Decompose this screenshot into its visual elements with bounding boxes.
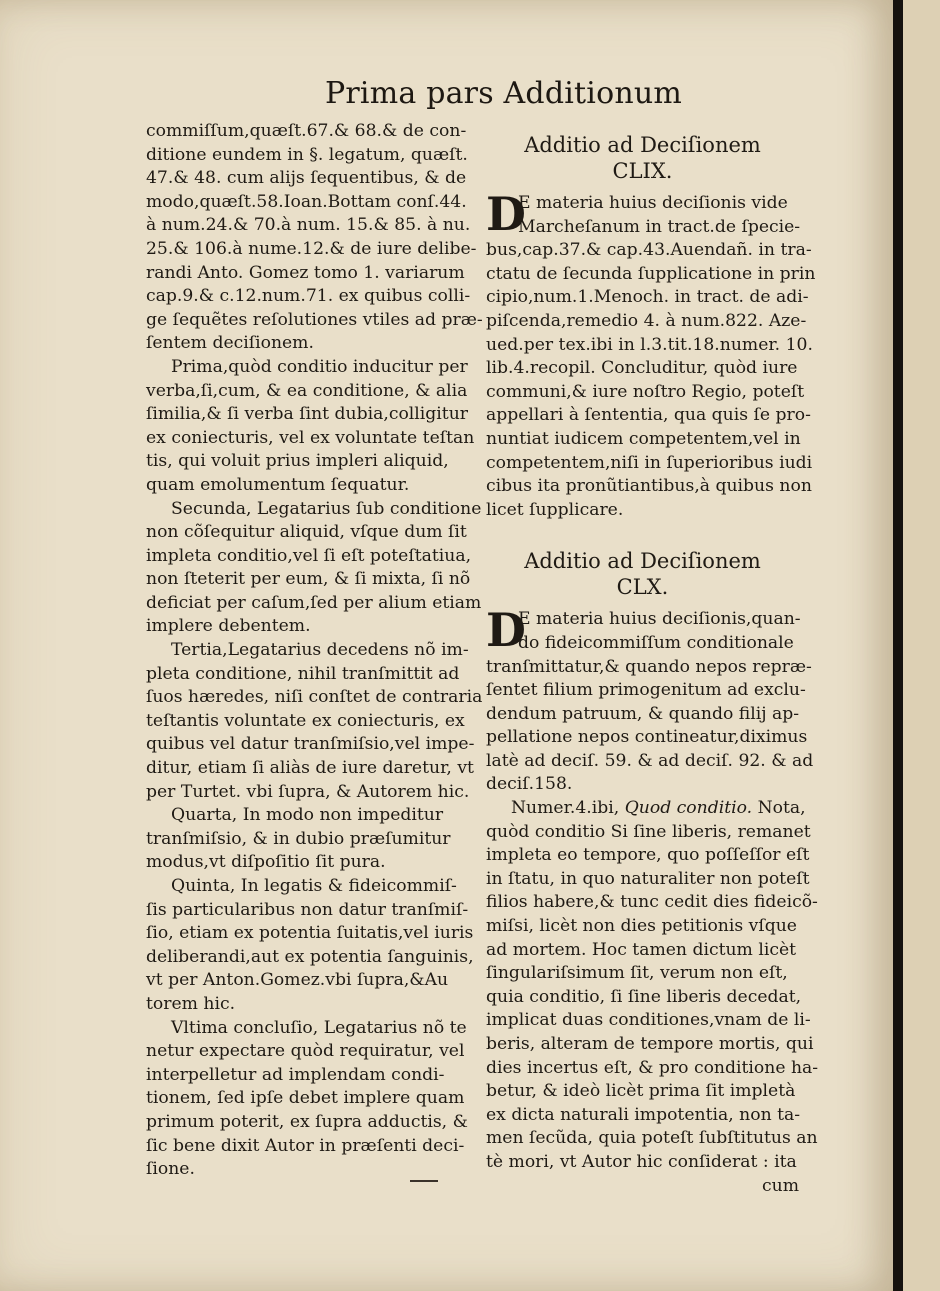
text-line: modus,vt diſpoſitio ſit pura. [146,852,386,873]
text-line: ſingulariſsimum ſit, verum non eſt, [486,963,788,984]
text-line: ctatu de ſecunda ſupplicatione in prin [486,263,816,284]
text-line: filios habere,& tunc cedit dies fideicõ- [486,892,818,913]
text-line: torem hic. [146,993,236,1014]
text-line: interpelletur ad implendam condi- [146,1064,445,1085]
text-line: ditione eundem in §. legatum, quæſt. [146,144,468,165]
text-line: quòd conditio Si ſine liberis, remanet [486,821,811,842]
text-line: pellatione nepos contineatur,diximus [486,727,808,748]
text-line: men ſecũda, quia poteſt ſubſtitutus an [486,1128,818,1149]
text-line: beris, alteram de tempore mortis, qui [486,1034,814,1054]
text-line: modo,quæſt.58.Ioan.Bottam conſ.44. [146,191,467,212]
text-line: implere debentem. [146,616,311,637]
text-line: impleta conditio,vel ſi eſt poteſtatiua, [146,545,472,566]
text-line: à num.24.& 70.à num. 15.& 85. à nu. [146,215,471,236]
facing-page-edge [900,0,940,1291]
catchword: cum [762,1175,799,1196]
text-line: Quarta, In modo non impeditur [171,805,444,826]
text-line: deliberandi,aut ex potentia ſanguinis, [146,946,474,967]
text-line: licet ſupplicare. [486,499,624,520]
text-line: tionem, ſed ipſe debet implere quam [146,1088,465,1109]
section-heading: Additio ad Deciſionem [524,133,761,157]
text-line: ex coniecturis, vel ex voluntate teſtan [146,427,475,448]
text-line: implicat duas conditiones,vnam de li- [486,1010,811,1031]
text-line: tranſmittatur,& quando nepos repræ- [486,656,812,677]
text-line: nuntiat iudicem competentem,vel in [486,428,801,449]
section-number: CLIX. [612,159,673,183]
text-line: E materia huius deciſionis vide [518,193,788,213]
text-line: ſuos hæredes, niſi conſtet de contraria [146,687,483,708]
text-line: cipio,num.1.Menoch. in tract. de adi- [486,287,809,308]
text-line: teſtantis voluntate ex coniecturis, ex [146,710,465,731]
text-line: ſis particularibus non datur tranſmiſ- [146,899,469,920]
text-line: cap.9.& c.12.num.71. ex quibus colli- [146,286,471,307]
text-line: lib.4.recopil. Concluditur, quòd iure [486,358,798,379]
text-line: ued.per tex.ibi in l.3.tit.18.numer. 10. [486,334,813,355]
end-rule [410,1180,438,1182]
text-line: vt per Anton.Gomez.vbi ſupra,&Au [146,970,449,991]
text-line: tranſmiſsio, & in dubio præſumitur [146,828,451,849]
text-line: Prima,quòd conditio inducitur per [171,356,468,377]
text-line: randi Anto. Gomez tomo 1. variarum [146,262,465,283]
numer-line: Numer.4.ibi, Quod conditio. Nota, [511,798,806,819]
page-gutter [893,0,900,1291]
left-column [146,120,483,1182]
text-line: tis, qui voluit prius impleri aliquid, [146,451,449,472]
drop-cap: D [486,187,526,241]
text-line: Marcheſanum in tract.de ſpecie- [518,216,801,237]
text-line: verba,ſi,cum, & ea conditione, & alia [146,380,468,401]
text-line: deficiat per caſum,ſed per alium etiam [146,592,482,613]
text-line: betur, & ideò licèt prima ſit impletà [486,1081,796,1102]
text-line: quia conditio, ſi ſine liberis decedat, [486,986,802,1007]
text-line: dies incertus eſt, & pro conditione ha- [486,1057,819,1078]
running-header: Prima pars Additionum [325,76,683,111]
text-line: quam emolumentum ſequatur. [146,474,410,495]
section-body-clx-continued [486,821,819,1175]
text-line: per Turtet. vbi ſupra, & Autorem hic. [146,781,470,802]
text-line: pleta conditione, nihil tranſmittit ad [146,663,460,684]
drop-cap: D [486,603,526,658]
section-body-clx [486,603,814,797]
text-line: deciſ.158. [486,774,573,795]
text-line: competentem,niſi in ſuperioribus iudi [486,452,813,473]
text-line: non cõſequitur aliquid, vſque dum ſit [146,522,467,543]
text-line: ſione. [146,1159,195,1180]
text-line: ſentem deciſionem. [146,333,314,354]
text-line: impleta eo tempore, quo poſſeſſor eſt [486,845,810,866]
text-line: piſcenda,remedio 4. à num.822. Aze- [486,310,807,331]
text-line: Secunda, Legatarius ſub conditione [171,498,482,519]
text-line: ad mortem. Hoc tamen dictum licèt [486,939,797,960]
text-line: do fideicommiſſum conditionale [518,632,794,653]
text-line: ditur, etiam ſi aliàs de iure daretur, vt [146,758,474,779]
text-line: Quinta, In legatis & fideicommiſ- [171,876,457,896]
text-line: miſsi, licèt non dies petitionis vſque [486,916,797,937]
section-body-clix [486,187,816,522]
text-line: bus,cap.37.& cap.43.Auendañ. in tra- [486,240,812,261]
text-line: commiſſum,quæſt.67.& 68.& de con- [146,121,467,141]
text-line: latè ad deciſ. 59. & ad deciſ. 92. & ad [486,750,814,771]
text-line: ſio, etiam ex potentia ſuitatis,vel iuris [146,923,474,944]
right-column [486,132,819,1198]
text-line: 47.& 48. cum alijs ſequentibus, & de [146,168,467,189]
text-line: primum poterit, ex ſupra adductis, & [146,1111,468,1132]
text-line: 25.& 106.à nume.12.& de iure delibe- [146,238,477,259]
text-line: E materia huius deciſionis,quan- [518,609,801,630]
text-line: cibus ita pronũtiantibus,à quibus non [486,476,812,497]
text-line: Vltima concluſio, Legatarius nõ te [171,1017,467,1038]
text-line: ſimilia,& ſi verba ſint dubia,colligitur [146,404,468,425]
text-line: non ſteterit per eum, & ſi mixta, ſi nõ [146,569,471,590]
section-heading: Additio ad Deciſionem [524,549,761,574]
text-line: ſic bene dixit Autor in præſenti deci- [146,1135,465,1156]
text-line: communi,& iure noſtro Regio, poteſt [486,381,805,402]
text-line: ſentet filium primogenitum ad exclu- [486,680,806,701]
text-line: netur expectare quòd requiratur, vel [146,1041,465,1062]
text-line: quibus vel datur tranſmiſsio,vel impe- [146,734,475,755]
text-line: dendum patruum, & quando filij ap- [486,703,800,724]
text-line: Tertia,Legatarius decedens nõ im- [171,640,469,661]
text-line: ge ſequẽtes reſolutiones vtiles ad præ- [146,309,483,330]
text-line: in ſtatu, in quo naturaliter non poteſt [486,868,810,889]
text-line: ex dicta naturali impotentia, non ta- [486,1104,801,1125]
text-line: tè mori, vt Autor hic conſiderat : ita [486,1151,797,1172]
section-number: CLX. [616,575,669,600]
text-line: appellari à ſententia, qua quis ſe pro- [486,405,811,426]
